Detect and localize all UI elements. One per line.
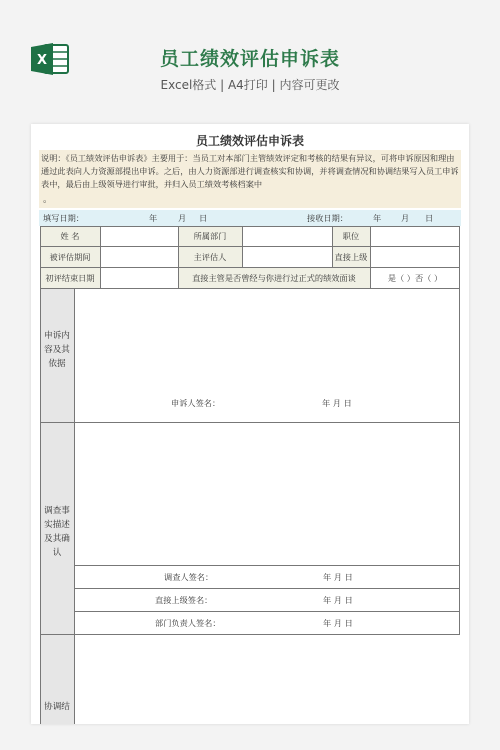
appeal-date: 年 月 日 xyxy=(322,398,352,408)
page-subtitle: Excel格式 | A4打印 | 内容可更改 xyxy=(160,78,340,92)
end-date-field[interactable] xyxy=(101,268,177,288)
dept-head-signature-label: 部门负责人签名： xyxy=(155,618,221,628)
investigator-signature-label: 调查人签名： xyxy=(164,572,214,582)
position-label: 职位 xyxy=(342,231,360,241)
dept-head-date: 年 月 日 xyxy=(323,618,353,628)
excel-icon-letter: X xyxy=(36,53,48,68)
fill-month: 月 xyxy=(178,213,187,223)
form-sheet xyxy=(31,124,469,724)
superior-signature-label: 直接上级签名： xyxy=(155,595,213,605)
appeal-side-label: 申诉内容及其依据 xyxy=(44,331,70,369)
form-note-dot: 。 xyxy=(43,195,53,205)
investigation-side-label: 调查事实描述及其确认 xyxy=(44,506,70,558)
form-title: 员工绩效评估申诉表 xyxy=(195,134,304,148)
dept-field[interactable] xyxy=(243,227,331,246)
evaluator-label: 主评估人 xyxy=(193,252,227,262)
form-note: 说明：《员工绩效评估申诉表》主要用于：当员工对本部门主管绩效评定和考核的结果有异议，可将申诉原因和理由通过此表向人力资源部提出申诉。之后，由人力资源部进行调查核实和协调，并将调查情况和协调结果写入员工申诉表中，最后由上级领导进行审批，并归入员工绩效考核档案中 xyxy=(41,153,459,190)
receive-year: 年 xyxy=(373,213,382,223)
position-field[interactable] xyxy=(371,227,459,246)
fill-year: 年 xyxy=(149,213,158,223)
receive-date-label: 接收日期： xyxy=(307,213,348,223)
template-header xyxy=(0,0,500,120)
form-table xyxy=(40,226,460,724)
receive-day: 日 xyxy=(425,213,434,223)
page-title: 员工绩效评估申诉表 xyxy=(159,48,340,70)
superior-label: 直接上级 xyxy=(334,252,368,262)
superior-date: 年 月 日 xyxy=(323,595,353,605)
fill-date-label: 填写日期： xyxy=(43,213,84,223)
end-date-label: 初评结束日期 xyxy=(45,273,95,283)
evaluator-field[interactable] xyxy=(243,247,331,267)
superior-field[interactable] xyxy=(371,247,459,267)
coordination-content-area[interactable] xyxy=(75,635,459,724)
appeal-signer-label: 申诉人签名： xyxy=(171,398,221,408)
fill-day: 日 xyxy=(199,213,208,223)
receive-month: 月 xyxy=(401,213,410,223)
period-label: 被评估期间 xyxy=(49,252,91,262)
period-field[interactable] xyxy=(101,247,177,267)
interview-yes-no[interactable]: 是（ ）否（ ） xyxy=(387,273,443,283)
investigator-date: 年 月 日 xyxy=(323,572,353,582)
interview-question: 直接主管是否曾经与你进行过正式的绩效面谈 xyxy=(192,273,356,283)
dept-label: 所属部门 xyxy=(193,231,227,241)
name-label: 姓 名 xyxy=(60,231,80,241)
coordination-side-label: 协调结 xyxy=(44,702,70,712)
investigation-content-area[interactable] xyxy=(75,423,459,564)
name-field[interactable] xyxy=(101,227,177,246)
appeal-content-area[interactable] xyxy=(75,289,459,393)
date-row xyxy=(39,210,461,226)
